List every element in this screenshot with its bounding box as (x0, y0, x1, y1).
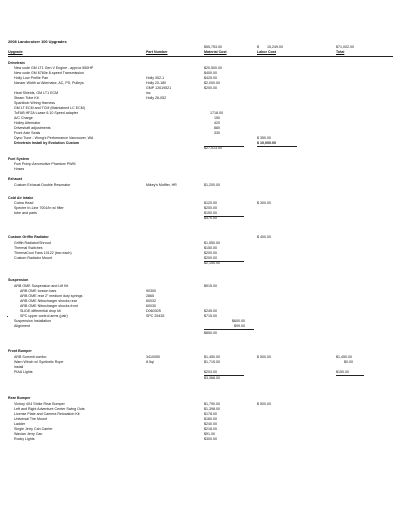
item-material: $240.00 (204, 422, 217, 426)
item-desc: install (14, 365, 24, 369)
col-material-header: Material Cost (204, 50, 227, 54)
item-material: 1718.00 (210, 111, 223, 115)
item-part: inc (146, 91, 151, 95)
section-exhaust-title: Exhaust (8, 177, 22, 181)
title-row (0, 39, 400, 44)
section-title-row (0, 278, 400, 283)
item-desc: GM LT ECM and TCM (Maintained LC ECM) (14, 106, 85, 110)
section-title-row (0, 177, 400, 182)
item-desc: Alignment (14, 324, 30, 328)
item-material: $150.00 (204, 211, 217, 215)
item-desc: A/C Charge (14, 116, 33, 120)
item-material: 150 (214, 116, 220, 120)
item-material: $1,450.00 (204, 355, 220, 359)
item-labor: $ 300.00 (257, 201, 271, 205)
item-desc: Ladder (14, 422, 26, 426)
section-title-row (0, 235, 400, 240)
item-material: $400.00 (204, 71, 217, 75)
item-material: 420 (214, 121, 220, 125)
item-desc: New code GM LT1 Gen V Engine - approx 550HP (14, 66, 94, 70)
grand-total: $71,002.00 (336, 45, 354, 49)
item-material: $91.00 (204, 432, 215, 436)
item-part: 60032 (146, 299, 156, 303)
section-title-row (0, 396, 400, 401)
subtotal-row (0, 216, 400, 221)
item-material: $200.00 (204, 256, 217, 260)
suspension-subtotal: $850.00 (204, 331, 217, 335)
section-title-row (0, 349, 400, 354)
radiator-subtotal: $2,150.00 (204, 261, 220, 265)
item-desc: Holly Low Profile Pan (14, 76, 49, 80)
drivetrain-subtotal: $27,013.00 (204, 146, 222, 150)
item-desc: ARB OME torsion bars (20, 289, 57, 293)
item-part: D06030S (146, 309, 161, 313)
item-material: $200.00 (204, 206, 217, 210)
item-material: $203.00 (204, 370, 217, 374)
item-desc: Sparkbob Wiring Harness (14, 101, 55, 105)
item-desc: ARB Summit combo (14, 355, 47, 359)
item-desc: Spectre In-Line 7001/In w/ filter (14, 206, 64, 210)
item-desc: Left and Right Adventure Center Swing Outs (14, 407, 85, 411)
item-part: GMP 12619521 (146, 86, 172, 90)
subtotal-row (0, 376, 400, 381)
item-material: $200.00 (204, 251, 217, 255)
item-desc: Custom Radiator Mount (14, 256, 52, 260)
section-suspension-title: Suspension (8, 278, 29, 282)
item-desc: Drivetrain Install by Evolution Custom (14, 141, 80, 145)
labor-dollar: $ (257, 45, 259, 49)
item-material: $20,500.00 (204, 66, 222, 70)
item-total: $150.00 (336, 370, 349, 374)
item-part: Holly 302-1 (146, 76, 165, 80)
item-desc: SLIDE differential drop kit (20, 309, 61, 313)
col-part-header: Part Number (146, 50, 168, 54)
item-desc: Wavian Jerry Can (14, 432, 43, 436)
labor-grand-total: 15,249.00 (267, 45, 283, 49)
header-divider (8, 56, 393, 57)
item-material: $200.00 (204, 86, 217, 90)
item-material: $1,200.00 (204, 183, 220, 187)
item-desc: Warn Winch w/ Synthetic Rope (14, 360, 64, 364)
item-material: $160.00 (204, 417, 217, 421)
item-desc: Victory 4X4 Strike Rear Bumper (14, 402, 65, 406)
section-radiator-title: Custom Griffin Radiator (8, 235, 49, 239)
table-row (0, 324, 400, 329)
item-total: $0.00 (344, 360, 353, 364)
item-material: $150.00 (204, 246, 217, 250)
item-desc: ARB OME Suspension and Lift Kit (14, 284, 69, 288)
item-desc: PIAA Lights (14, 370, 33, 374)
subtotal-rule (204, 329, 254, 330)
item-desc: Driveshaft adjustments (14, 126, 51, 130)
section-drivetrain-title: Drivetrain (8, 61, 25, 65)
item-desc: License Plate and Camera Relocation Kit (14, 412, 80, 416)
col-total-header: Total (336, 50, 345, 54)
item-desc: Cobra Head (14, 201, 34, 205)
subtotal-row (0, 146, 400, 151)
item-part: Holly 20-180 (146, 81, 167, 85)
item-desc: Hoses (14, 167, 25, 171)
radiator-labor: $ 400.00 (257, 235, 271, 239)
table-row (0, 183, 400, 188)
item-labor: $99.00 (234, 324, 245, 328)
item-material: $915.00 (204, 284, 217, 288)
item-desc: Holley Alternator (14, 121, 41, 125)
item-labor: $ 350.00 (257, 136, 271, 140)
item-labor: $ 500.00 (257, 355, 271, 359)
item-material: $1,550.00 (204, 241, 220, 245)
item-desc: Dyno Tune - Wong's Performance Vancouver, WA (14, 136, 94, 140)
section-fuel-title: Fuel System (8, 157, 30, 161)
item-material: $218.00 (204, 427, 217, 431)
item-part: 3410050 (146, 355, 160, 359)
item-part: 90300 (146, 289, 156, 293)
item-material: $1,790.00 (204, 402, 220, 406)
item-material: $178.00 (204, 412, 217, 416)
item-material: $715.00 (204, 314, 217, 318)
subtotal-row (0, 261, 400, 266)
front-bumper-subtotal: $3,368.00 (204, 376, 220, 380)
item-desc: Heat Shields, GM LT1 ECM (14, 91, 59, 95)
item-material: $425.00 (204, 76, 217, 80)
margin-dot (7, 316, 8, 317)
header-row (0, 50, 400, 55)
item-labor: $600.00 (232, 319, 245, 323)
item-desc: Griffin Radiator/Shroud (14, 241, 51, 245)
section-rear-bumper-title: Rear Bumper (8, 396, 31, 400)
item-total: $1,450.00 (336, 355, 352, 359)
item-part: 60030 (146, 304, 156, 308)
section-cold-air-title: Cold Air Intake (8, 196, 34, 200)
item-labor: $ 10,000.00 (257, 141, 276, 145)
item-material: 330 (214, 131, 220, 135)
item-material: $2,000.00 (204, 81, 220, 85)
item-desc: Single Jerry Can Carrier (14, 427, 53, 431)
item-part: Mikey's Muffler, HR (146, 183, 177, 187)
material-grand-total: $55,753.00 (204, 45, 222, 49)
item-material: 880 (214, 126, 220, 130)
item-material: $1,398.00 (204, 407, 220, 411)
item-part: SPC 25435 (146, 314, 165, 318)
item-desc: ToFAB HF2A t-case 6.10 Speed adapter (14, 111, 78, 115)
table-row (0, 437, 400, 442)
col-labor-header: Labor Cost (257, 50, 276, 54)
section-front-bumper-title: Front Bumper (8, 349, 32, 353)
item-desc: Rocky Lights (14, 437, 35, 441)
item-material: $300.00 (204, 437, 217, 441)
item-desc: ARB OME Nitrocharger shocks rear (20, 299, 77, 303)
subtotal-row (0, 331, 400, 336)
item-desc: Custom Exhaust Double Resonator (14, 183, 71, 187)
item-desc: Fuel Pump Aeromotive Phantom PWM (14, 162, 76, 166)
table-row (0, 167, 400, 172)
item-material: $245.00 (204, 309, 217, 313)
item-material: $120.00 (204, 201, 217, 205)
item-desc: Nanzer Width w/ Alternator, AC, PS, Pulleys (14, 81, 84, 85)
item-desc: ARB OME Nitrocharger shocks front (20, 304, 78, 308)
item-desc: ARB OME rear 2" medium duty springs (20, 294, 83, 298)
cold-air-subtotal: $470.00 (204, 216, 217, 220)
item-desc: Suspension Installation (14, 319, 51, 323)
item-desc: Steam Tube Kit (14, 96, 39, 100)
item-material: $1,715.00 (204, 360, 220, 364)
item-part: 2865 (146, 294, 154, 298)
item-desc: SPC upper control arms (pair) (20, 314, 68, 318)
item-desc: New code GM 6760e 8-speed Transmission (14, 71, 84, 75)
item-part: Holly 26-052 (146, 96, 167, 100)
item-desc: Front Axle Seals (14, 131, 41, 135)
item-desc: ThermaCool Fans 10122 (two each) (14, 251, 72, 255)
item-desc: Universal Tire Mount (14, 417, 47, 421)
item-labor: $ 500.00 (257, 402, 271, 406)
document-title: 2008 Landcruiser 100 Upgrades (8, 39, 67, 44)
item-desc: tube and parts (14, 211, 37, 215)
col-upgrade-header: Upgrade (8, 50, 23, 54)
item-desc: Thermal Switches (14, 246, 43, 250)
item-part: 8.5qi (146, 360, 154, 364)
